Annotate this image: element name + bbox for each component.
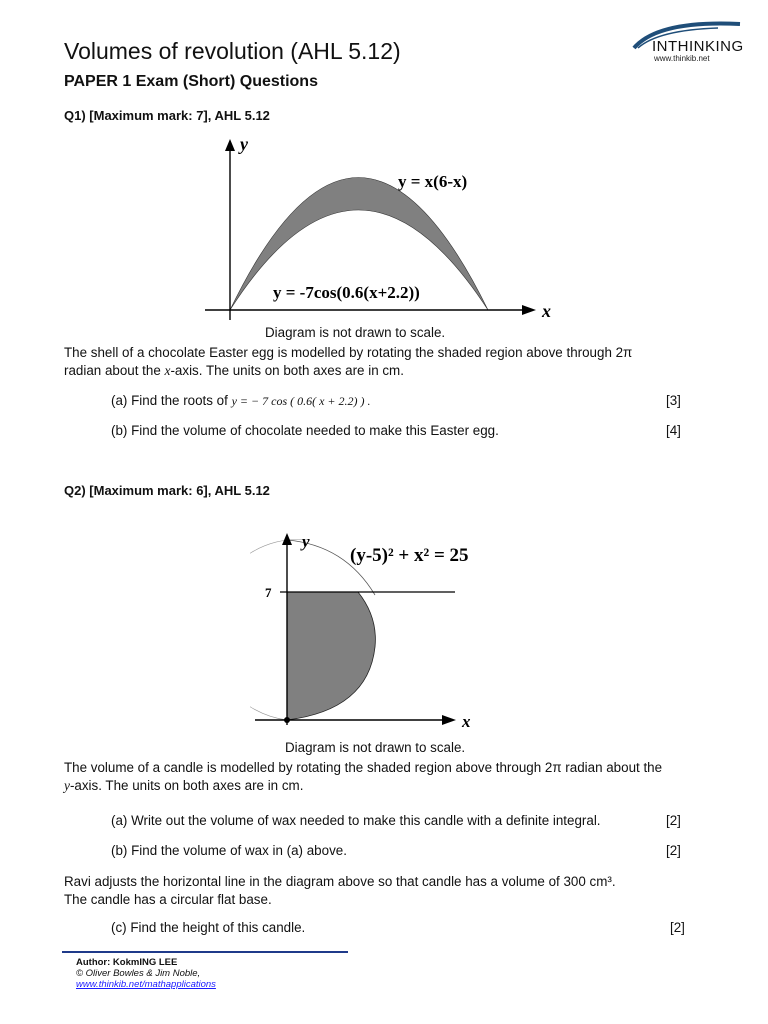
q1-y-arrow-icon: [225, 139, 235, 151]
footer-link[interactable]: www.thinkib.net/mathapplications: [76, 979, 216, 990]
page-subtitle: PAPER 1 Exam (Short) Questions: [64, 73, 318, 90]
footer-copyright: © Oliver Bowles & Jim Noble,: [76, 968, 201, 979]
q2-circle-label: (y-5)² + x² = 25: [350, 545, 469, 566]
inthinking-logo: [628, 18, 743, 68]
q2-text-line2: [64, 777, 714, 795]
q2-part-c-mark: [2]: [670, 920, 685, 935]
q1-heading: Q1) [Maximum mark: 7], AHL 5.12: [64, 108, 270, 123]
q2-x-label: x: [462, 712, 471, 730]
q1-part-a: [111, 393, 371, 409]
q2-x-arrow-icon: [442, 715, 456, 725]
q1-y-label: y: [240, 135, 248, 154]
q2-caption: Diagram is not drawn to scale.: [285, 740, 466, 755]
q2-y-arrow-icon: [282, 533, 292, 545]
q1-x-label: x: [542, 301, 551, 321]
q1-text-line2-pre: radian about the: [64, 363, 165, 378]
q2-ravi-line2: The candle has a circular flat base.: [64, 892, 272, 907]
q1-text-line2: [64, 362, 704, 380]
q1-text-line1: The shell of a chocolate Easter egg is modelled by rotating the shaded region above through 2π: [64, 345, 633, 360]
q2-text-line2-post: -axis. The units on both axes are in cm.: [69, 778, 304, 793]
q2-heading: Q2) [Maximum mark: 6], AHL 5.12: [64, 483, 270, 498]
q2-ravi-line1: Ravi adjusts the horizontal line in the diagram above so that candle has a volume of 300 cm³.: [64, 874, 616, 889]
page-title: Volumes of revolution (AHL 5.12): [64, 38, 401, 64]
q1-x-arrow-icon: [522, 305, 536, 315]
q2-text-line1: The volume of a candle is modelled by rotating the shaded region above through 2π radian about the: [64, 760, 663, 775]
q1-part-a-label: (a) Find the roots of: [111, 393, 228, 408]
q2-part-b-mark: [2]: [666, 843, 681, 858]
q1-text-line2-post: -axis. The units on both axes are in cm.: [170, 363, 404, 378]
q2-diagram: [250, 525, 490, 730]
footer-rule: [62, 951, 348, 953]
q1-part-b-mark: [4]: [666, 423, 681, 438]
q2-part-b: (b) Find the volume of wax in (a) above.: [111, 843, 347, 858]
q2-y-label: y: [302, 532, 310, 551]
q2-ravi-text: [64, 873, 724, 909]
q1-upper-curve-label: y = x(6-x): [398, 172, 468, 191]
q1-part-a-mark: [3]: [666, 393, 681, 408]
logo-text: INTHINKING: [652, 38, 744, 55]
q1-caption: Diagram is not drawn to scale.: [265, 325, 446, 340]
logo-url: www.thinkib.net: [654, 54, 710, 63]
q2-origin-dot: [284, 717, 290, 723]
q2-text-line2-var: y: [64, 778, 70, 793]
q1-diagram: [200, 135, 560, 330]
q2-part-a-mark: [2]: [666, 813, 681, 828]
q2-part-c: (c) Find the height of this candle.: [111, 920, 306, 935]
q2-tick-label: 7: [265, 585, 272, 600]
q2-shaded-region: [287, 592, 375, 720]
footer-link-container: [76, 979, 216, 990]
q1-part-a-formula: y = − 7 cos ( 0.6( x + 2.2) ) .: [231, 394, 371, 408]
q1-text-line2-var: x: [164, 363, 171, 378]
footer-author: Author: KokmING LEE: [76, 957, 178, 968]
q1-text: [64, 344, 704, 380]
q1-part-b: (b) Find the volume of chocolate needed to make this Easter egg.: [111, 423, 499, 438]
q2-part-a: (a) Write out the volume of wax needed to make this candle with a definite integral.: [111, 813, 601, 828]
q1-lower-curve-label: y = -7cos(0.6(x+2.2)): [273, 283, 420, 302]
q2-text: [64, 759, 714, 795]
